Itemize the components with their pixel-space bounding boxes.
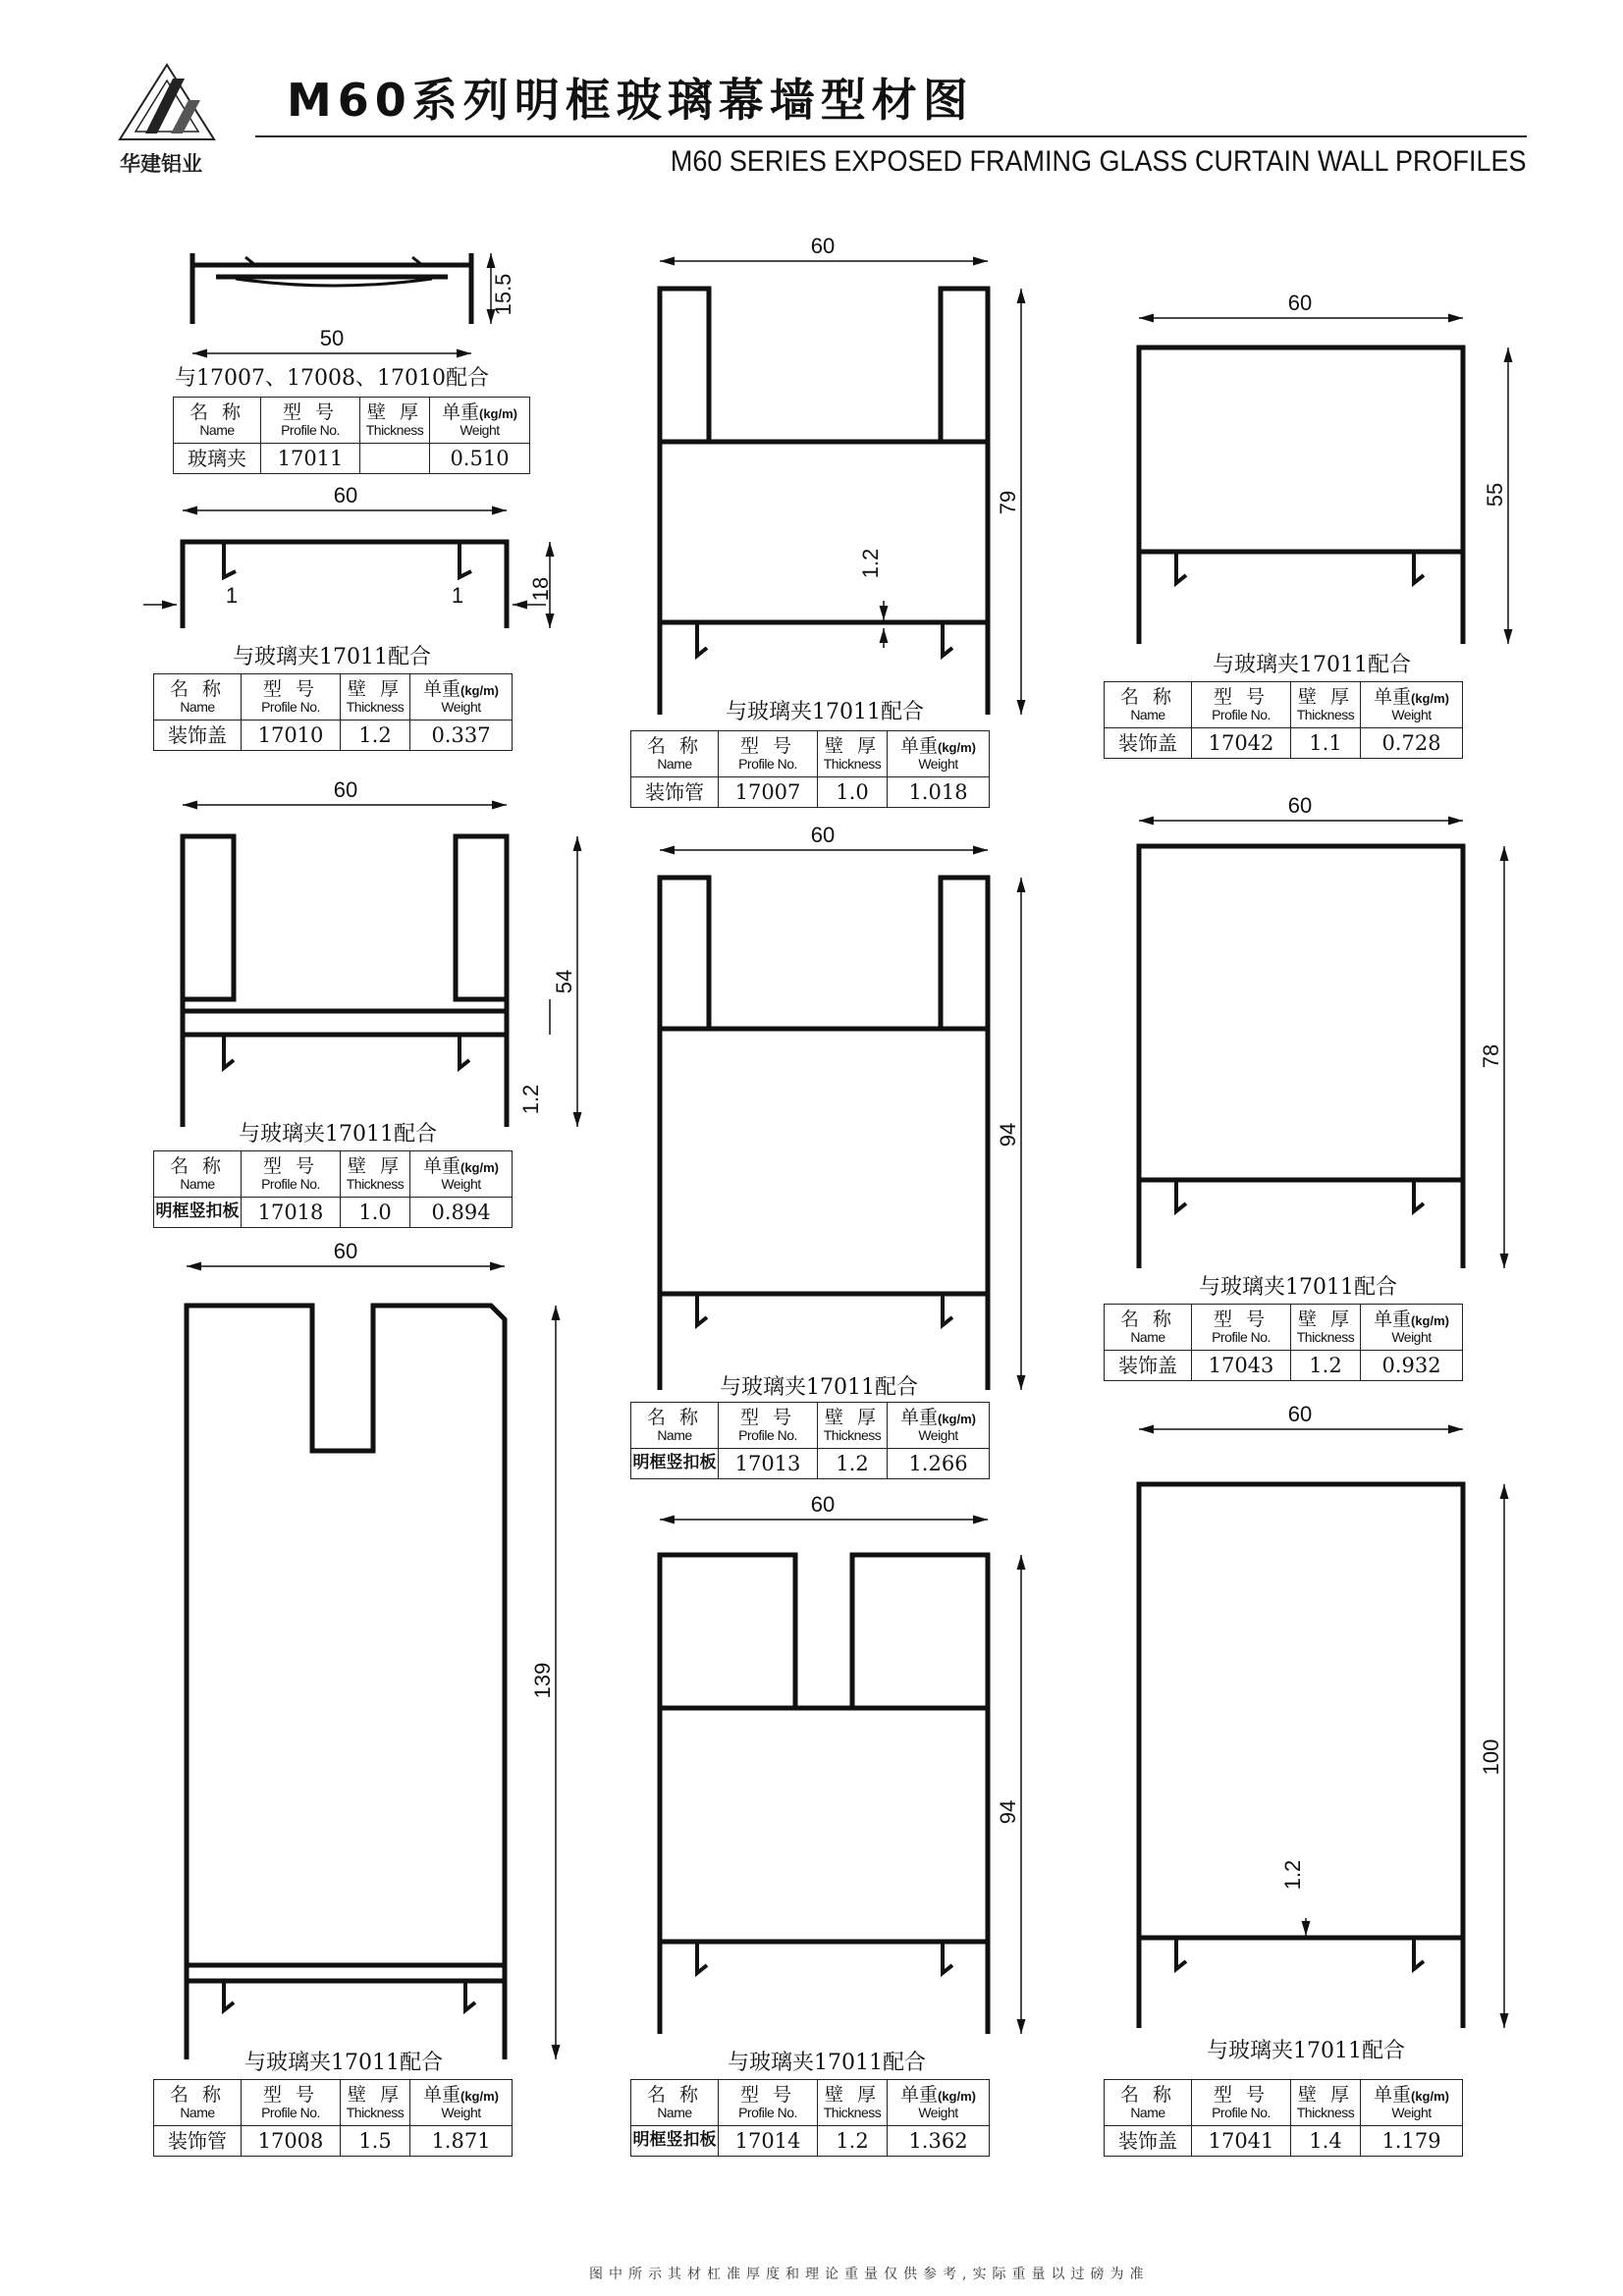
cell-name: 装饰盖 (154, 721, 242, 751)
spec-table-17041 (1104, 2079, 1463, 2157)
dim-17018-height: 54 (552, 969, 576, 994)
dim-17010-wall-left: 1 (225, 583, 239, 608)
dim-17008-width: 60 (333, 1239, 358, 1263)
dim-17013-height: 94 (996, 1122, 1020, 1148)
header-thickness-en: Thickness (365, 421, 424, 438)
cell-weight: 0.337 (410, 721, 513, 751)
spec-table-17011 (173, 397, 530, 474)
header-thickness-en: Thickness (346, 698, 405, 715)
note-17014: 与玻璃夹17011配合 (728, 2051, 926, 2075)
header-profile-en: Profile No. (738, 755, 797, 772)
header-profile-en: Profile No. (261, 2104, 320, 2120)
cell-thickness: 1.5 (341, 2126, 410, 2157)
header-weight-cn: 单重 (1373, 2083, 1411, 2106)
header-name-en: Name (657, 2104, 692, 2120)
header-name-cn: 名 称 (646, 1406, 703, 1428)
profile-drawing-17018 (183, 836, 507, 1127)
spec-table-17008 (153, 2079, 513, 2157)
spec-table-17010 (153, 673, 513, 751)
cell-thickness: 1.4 (1291, 2126, 1361, 2157)
header-profile-en: Profile No. (738, 2104, 797, 2120)
dim-17007-height: 79 (996, 490, 1020, 515)
header-weight-en: Weight (441, 2104, 481, 2120)
header-profile-cn: 型 号 (262, 677, 319, 700)
cell-name: 装饰管 (154, 2126, 242, 2157)
dim-17010-wall-right: 1 (451, 583, 464, 608)
header-thickness-en: Thickness (1296, 2104, 1355, 2120)
cell-name: 明框竖扣板 (631, 2126, 719, 2157)
cell-profile-no: 17007 (719, 777, 818, 808)
header-name-en: Name (1130, 1328, 1165, 1345)
header-name-en: Name (657, 755, 692, 772)
note-17013: 与玻璃夹17011配合 (720, 1375, 918, 1400)
cell-thickness: 1.0 (341, 1198, 410, 1228)
header-weight-unit: (kg/m) (938, 1411, 976, 1426)
note-17043: 与玻璃夹17011配合 (1199, 1275, 1397, 1300)
cell-profile-no: 17043 (1192, 1351, 1291, 1381)
note-17008: 与玻璃夹17011配合 (244, 2051, 443, 2075)
cell-thickness: 1.2 (341, 721, 410, 751)
cell-profile-no: 17008 (242, 2126, 341, 2157)
header-weight-en: Weight (441, 1175, 481, 1192)
page-title: M60系列明框玻璃幕墙型材图 (287, 74, 974, 127)
header-profile-en: Profile No. (738, 1426, 797, 1443)
note-17041: 与玻璃夹17011配合 (1207, 2039, 1405, 2063)
cell-name: 玻璃夹 (174, 444, 261, 474)
cell-thickness: 1.1 (1291, 728, 1361, 759)
header-name-en: Name (180, 698, 215, 715)
footer-disclaimer: 图中所示其材杠准厚度和理论重量仅供参考,实际重量以过磅为准 (589, 2267, 1150, 2282)
header-thickness-en: Thickness (1296, 706, 1355, 722)
header-name-cn: 名 称 (1119, 2083, 1176, 2106)
dim-17008-height: 139 (530, 1662, 555, 1699)
header-profile-cn: 型 号 (1213, 1308, 1270, 1330)
cell-name: 装饰盖 (1105, 728, 1192, 759)
header-name-cn: 名 称 (646, 734, 703, 757)
dim-17042-width: 60 (1287, 291, 1313, 315)
header-name-en: Name (199, 421, 235, 438)
note-17018: 与玻璃夹17011配合 (239, 1122, 437, 1147)
header-weight-en: Weight (1391, 2104, 1432, 2120)
dim-17010-width: 60 (333, 483, 358, 507)
profile-drawing-17041 (1139, 1484, 1463, 2028)
header-weight-en: Weight (918, 1426, 958, 1443)
header-thickness-cn: 壁 厚 (347, 1154, 404, 1177)
spec-table-17018 (153, 1150, 513, 1228)
header-thickness-en: Thickness (823, 755, 882, 772)
header-thickness-cn: 壁 厚 (824, 734, 881, 757)
cell-thickness: 1.2 (818, 2126, 888, 2157)
cell-name: 装饰盖 (1105, 2126, 1192, 2157)
dim-17041-width: 60 (1287, 1402, 1313, 1426)
header-thickness-cn: 壁 厚 (824, 1406, 881, 1428)
header-weight-en: Weight (1391, 1328, 1432, 1345)
header-profile-en: Profile No. (281, 421, 340, 438)
header-profile-en: Profile No. (261, 698, 320, 715)
cell-weight: 0.932 (1361, 1351, 1463, 1381)
header-name-cn: 名 称 (1119, 1308, 1176, 1330)
header-profile-en: Profile No. (261, 1175, 320, 1192)
header-name-cn: 名 称 (169, 1154, 226, 1177)
dim-17042-height: 55 (1483, 482, 1507, 507)
dim-17011-width: 50 (319, 326, 345, 350)
cell-profile-no: 17010 (242, 721, 341, 751)
profile-drawing-17011 (192, 253, 471, 324)
header-profile-cn: 型 号 (282, 400, 339, 423)
header-weight-unit: (kg/m) (1411, 690, 1449, 706)
header-weight-cn: 单重 (1373, 1308, 1411, 1330)
header-weight-en: Weight (918, 2104, 958, 2120)
dim-17018-thickness: 1.2 (518, 1084, 543, 1115)
cell-thickness: 1.2 (818, 1449, 888, 1479)
header-weight-unit: (kg/m) (1411, 1312, 1449, 1328)
header-weight-en: Weight (1391, 706, 1432, 722)
cell-profile-no: 17041 (1192, 2126, 1291, 2157)
cell-weight: 1.179 (1361, 2126, 1463, 2157)
spec-table-17013 (630, 1402, 990, 1479)
header-weight-cn: 单重 (422, 677, 460, 700)
header-name-en: Name (657, 1426, 692, 1443)
header-weight-unit: (kg/m) (460, 1159, 499, 1175)
note-17011: 与17007、17008、17010配合 (175, 366, 489, 391)
header-thickness-en: Thickness (1296, 1328, 1355, 1345)
header-weight-cn: 单重 (899, 734, 938, 757)
spec-table-17042 (1104, 681, 1463, 759)
header-name-cn: 名 称 (646, 2083, 703, 2106)
header-weight-unit: (kg/m) (460, 2088, 499, 2104)
dim-17041-thickness: 1.2 (1280, 1859, 1305, 1891)
dim-17007-thickness: 1.2 (858, 548, 883, 579)
profile-drawing-17008 (187, 1306, 505, 2059)
cell-thickness: 1.0 (818, 777, 888, 808)
header-profile-en: Profile No. (1212, 1328, 1271, 1345)
profile-drawing-17014 (660, 1555, 988, 2034)
header-thickness-cn: 壁 厚 (1297, 1308, 1354, 1330)
header-thickness-en: Thickness (346, 2104, 405, 2120)
cell-profile-no: 17014 (719, 2126, 818, 2157)
cell-name: 装饰盖 (1105, 1351, 1192, 1381)
cell-profile-no: 17042 (1192, 728, 1291, 759)
cell-weight: 0.510 (430, 444, 530, 474)
header-thickness-cn: 壁 厚 (347, 677, 404, 700)
header-thickness-cn: 壁 厚 (1297, 685, 1354, 708)
header-thickness-cn: 壁 厚 (347, 2083, 404, 2106)
cell-profile-no: 17011 (261, 444, 360, 474)
header-weight-unit: (kg/m) (938, 2088, 976, 2104)
cell-weight: 1.871 (410, 2126, 513, 2157)
header-weight-unit: (kg/m) (460, 682, 499, 698)
header-name-cn: 名 称 (169, 677, 226, 700)
dim-17014-width: 60 (810, 1492, 836, 1517)
header-weight-cn: 单重 (899, 2083, 938, 2106)
header-profile-cn: 型 号 (739, 1406, 796, 1428)
header-weight-cn: 单重 (422, 1154, 460, 1177)
cell-weight: 1.018 (888, 777, 990, 808)
header-weight-cn: 单重 (422, 2083, 460, 2106)
header-thickness-en: Thickness (346, 1175, 405, 1192)
header-profile-cn: 型 号 (739, 2083, 796, 2106)
dim-17018-width: 60 (333, 777, 358, 802)
dim-17011-height: 15.5 (491, 273, 515, 316)
header-thickness-cn: 壁 厚 (824, 2083, 881, 2106)
cell-weight: 0.728 (1361, 728, 1463, 759)
header-weight-unit: (kg/m) (1411, 2088, 1449, 2104)
header-weight-en: Weight (918, 755, 958, 772)
header-thickness-cn: 壁 厚 (1297, 2083, 1354, 2106)
profile-drawing-17042 (1139, 347, 1463, 644)
spec-table-17043 (1104, 1304, 1463, 1381)
header-name-cn: 名 称 (169, 2083, 226, 2106)
dim-17041-height: 100 (1479, 1738, 1503, 1776)
brand-name: 华建铝业 (120, 152, 202, 176)
header-thickness-en: Thickness (823, 2104, 882, 2120)
header-weight-cn: 单重 (1373, 685, 1411, 708)
dim-17043-width: 60 (1287, 793, 1313, 818)
cell-weight: 1.362 (888, 2126, 990, 2157)
header-profile-cn: 型 号 (262, 2083, 319, 2106)
cell-thickness (360, 444, 430, 474)
note-17007: 与玻璃夹17011配合 (726, 700, 924, 724)
header-name-cn: 名 称 (189, 400, 245, 423)
header-profile-cn: 型 号 (262, 1154, 319, 1177)
header-thickness-cn: 壁 厚 (366, 400, 423, 423)
header-weight-unit: (kg/m) (938, 739, 976, 755)
header-profile-en: Profile No. (1212, 706, 1271, 722)
header-name-en: Name (180, 1175, 215, 1192)
cell-name: 装饰管 (631, 777, 719, 808)
cell-weight: 1.266 (888, 1449, 990, 1479)
cell-profile-no: 17013 (719, 1449, 818, 1479)
header-name-en: Name (180, 2104, 215, 2120)
header-thickness-en: Thickness (823, 1426, 882, 1443)
dim-17007-width: 60 (810, 234, 836, 258)
profile-drawing-17007 (660, 289, 988, 715)
spec-table-17014 (630, 2079, 990, 2157)
spec-table-17007 (630, 730, 990, 808)
profile-drawing-17043 (1139, 846, 1463, 1268)
header-weight-en: Weight (460, 421, 500, 438)
note-17042: 与玻璃夹17011配合 (1213, 653, 1411, 677)
cell-name: 明框竖扣板 (631, 1449, 719, 1479)
header-weight-en: Weight (441, 698, 481, 715)
cell-profile-no: 17018 (242, 1198, 341, 1228)
profile-drawing-17013 (660, 878, 988, 1390)
page-subtitle: M60 SERIES EXPOSED FRAMING GLASS CURTAIN WALL PROFILES (671, 145, 1527, 178)
header-weight-cn: 单重 (441, 400, 479, 423)
dim-17013-width: 60 (810, 823, 836, 847)
cell-thickness: 1.2 (1291, 1351, 1361, 1381)
header-profile-en: Profile No. (1212, 2104, 1271, 2120)
header-profile-cn: 型 号 (1213, 2083, 1270, 2106)
cell-name: 明框竖扣板 (154, 1198, 242, 1228)
header-profile-cn: 型 号 (739, 734, 796, 757)
header-weight-unit: (kg/m) (479, 405, 517, 421)
header-name-en: Name (1130, 2104, 1165, 2120)
header-name-cn: 名 称 (1119, 685, 1176, 708)
note-17010: 与玻璃夹17011配合 (233, 645, 431, 669)
dim-17014-height: 94 (996, 1799, 1020, 1825)
header-name-en: Name (1130, 706, 1165, 722)
header-profile-cn: 型 号 (1213, 685, 1270, 708)
dim-17043-height: 78 (1479, 1043, 1503, 1069)
header-weight-cn: 单重 (899, 1406, 938, 1428)
cell-weight: 0.894 (410, 1198, 513, 1228)
dim-17010-height: 18 (528, 576, 553, 602)
